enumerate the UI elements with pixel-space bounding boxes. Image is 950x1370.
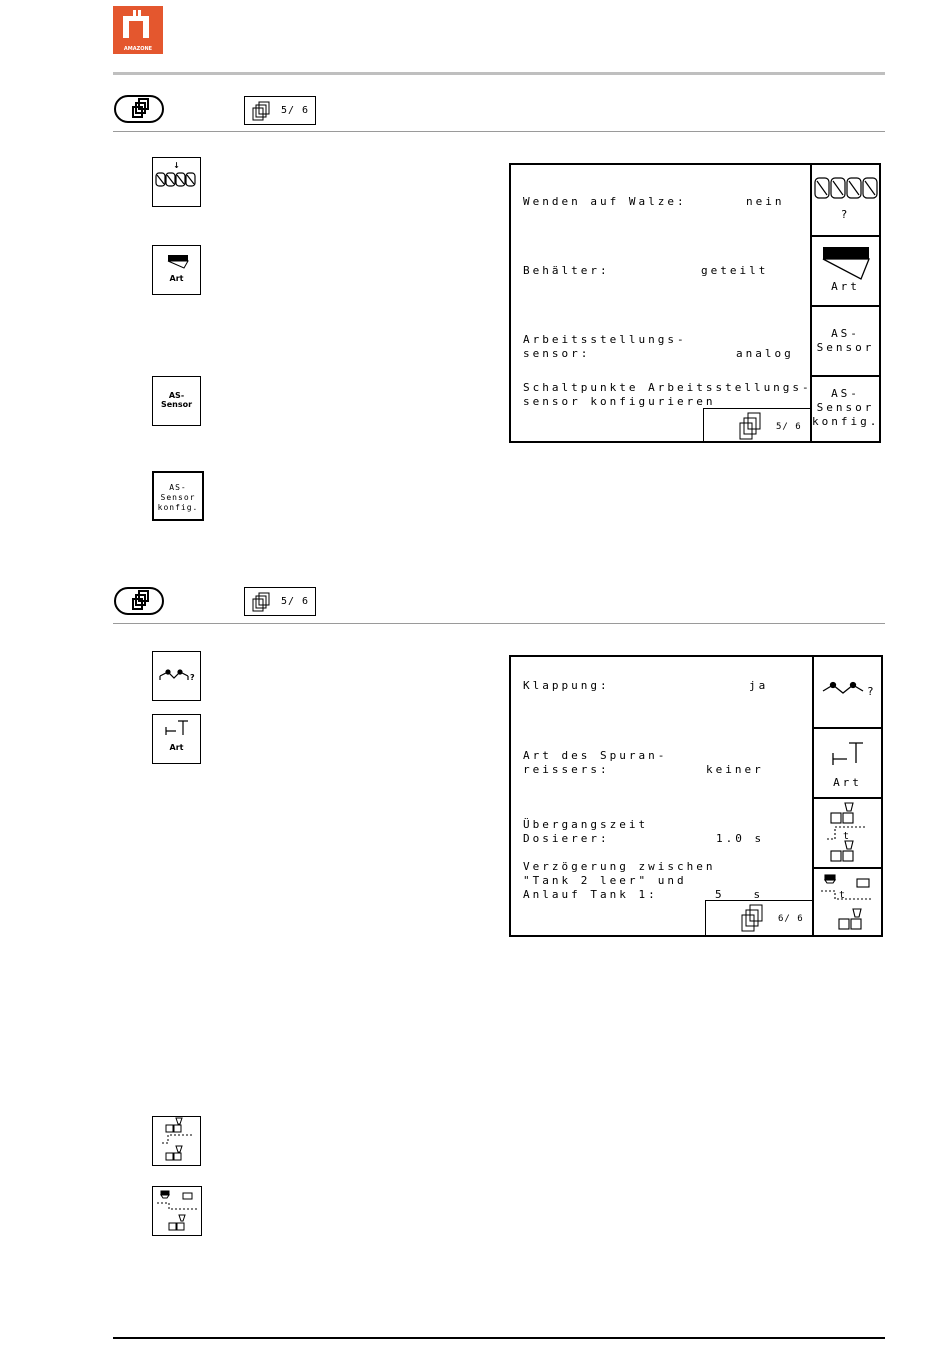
softkey-label-line1: AS-: [831, 387, 860, 400]
key-verzoegerung[interactable]: [152, 1186, 202, 1236]
key-label-line2: Sensor: [160, 400, 193, 409]
setting-value: analog: [736, 347, 794, 360]
setting-label: "Tank 2 leer" und: [523, 874, 687, 887]
page-number: 5/ 6: [281, 596, 310, 607]
setting-label: Art des Spuran-: [523, 749, 668, 762]
hopper-icon: [813, 243, 879, 283]
key-label: Art: [169, 274, 184, 283]
pages-icon: [251, 100, 273, 122]
softkey-label: ?: [840, 208, 851, 221]
time-symbol: t: [838, 890, 848, 901]
roller-icon: [154, 170, 200, 190]
key-as-sensor-konfig[interactable]: [152, 471, 204, 521]
softkey-spurreisser-art[interactable]: [814, 727, 881, 799]
footer-rule: [113, 1337, 885, 1339]
setting-value: 5 s: [715, 888, 764, 901]
softkey-label-line2: Sensor: [816, 401, 875, 414]
key-label-line1: AS-: [168, 391, 185, 400]
setting-label: Übergangszeit: [523, 818, 649, 831]
roller-icon: [813, 175, 879, 205]
pages-icon: [116, 589, 162, 613]
time-symbol: t: [842, 831, 852, 842]
pages-icon: [116, 97, 162, 121]
pages-icon: [740, 903, 766, 933]
track-marker-icon: [154, 715, 200, 741]
key-behaelter-art[interactable]: [152, 245, 201, 295]
page-indicator: [244, 587, 316, 616]
key-uebergangszeit[interactable]: [152, 1116, 201, 1166]
logo-wordmark: AMAZONE: [123, 46, 153, 52]
screen-page-number: 5/ 6: [776, 422, 802, 432]
folding-boom-icon: [815, 657, 881, 717]
softkey-label-line1: AS-: [831, 327, 860, 340]
amazone-logo: [113, 6, 163, 54]
setting-label: sensor:: [523, 347, 591, 360]
setting-label: Dosierer:: [523, 832, 610, 845]
screen-page-number: 6/ 6: [778, 914, 804, 924]
setting-label: Verzögerung zwischen: [523, 860, 716, 873]
screen-page-field: [705, 900, 813, 937]
terminal-screen-1: [509, 163, 881, 443]
setting-label: sensor konfigurieren: [523, 395, 716, 408]
hopper-icon: [154, 246, 200, 272]
page-indicator: [244, 96, 316, 125]
key-spurreisser-art[interactable]: [152, 714, 201, 764]
softkey-label-line3: konfig.: [812, 415, 880, 428]
tank-delay-icon: [815, 869, 881, 935]
softkey-column: [812, 657, 881, 935]
key-label-line1: AS-: [169, 483, 187, 492]
tractor-logo-icon: [113, 6, 163, 46]
softkey-label-line2: Sensor: [816, 341, 875, 354]
setting-label: Wenden auf Walze:: [523, 195, 687, 208]
softkey-as-sensor[interactable]: [812, 305, 879, 377]
setting-value: ja: [749, 679, 769, 692]
setting-value: 1.0 s: [716, 832, 765, 845]
softkey-uebergangszeit[interactable]: [814, 797, 881, 869]
key-wenden-walze[interactable]: [152, 157, 201, 207]
key-arrow: ↓: [173, 161, 180, 170]
key-label: ?: [189, 673, 195, 682]
page-number: 5/ 6: [281, 105, 310, 116]
softkey-label: ?: [866, 685, 877, 698]
softkey-verzoegerung[interactable]: [814, 867, 881, 937]
menu-page-key[interactable]: [114, 95, 164, 123]
metering-transition-icon: [815, 799, 881, 865]
setting-label: Schaltpunkte Arbeitsstellungs-: [523, 381, 812, 394]
setting-label: Klappung:: [523, 679, 610, 692]
softkey-behaelter-art[interactable]: [812, 235, 879, 307]
terminal-screen-2: [509, 655, 883, 937]
setting-value: geteilt: [701, 264, 769, 277]
section-rule: [113, 623, 885, 624]
setting-label: Anlauf Tank 1:: [523, 888, 658, 901]
softkey-label: Art: [833, 776, 862, 789]
menu-page-key[interactable]: [114, 587, 164, 615]
pages-icon: [251, 591, 273, 613]
setting-value: keiner: [706, 763, 764, 776]
section-rule: [113, 131, 885, 132]
key-label-line2: Sensor: [160, 493, 196, 502]
key-label-line3: konfig.: [157, 503, 199, 512]
softkey-wenden-walze[interactable]: [812, 165, 879, 235]
tank-delay-icon: [153, 1187, 201, 1235]
pages-icon: [738, 411, 764, 441]
setting-value: nein: [746, 195, 785, 208]
softkey-as-sensor-konfig[interactable]: [812, 375, 879, 443]
header-rule: [113, 72, 885, 75]
folding-boom-icon: [154, 652, 200, 698]
softkey-column: [810, 165, 879, 441]
track-marker-icon: [815, 733, 881, 773]
screen-page-field: [703, 408, 811, 443]
setting-label: reissers:: [523, 763, 610, 776]
setting-label: Behälter:: [523, 264, 610, 277]
softkey-label: Art: [831, 280, 860, 293]
softkey-klappung[interactable]: [814, 657, 881, 727]
key-klappung[interactable]: [152, 651, 201, 701]
key-label: Art: [169, 743, 184, 752]
key-as-sensor[interactable]: [152, 376, 201, 426]
metering-transition-icon: [154, 1117, 200, 1163]
setting-label: Arbeitsstellungs-: [523, 333, 687, 346]
